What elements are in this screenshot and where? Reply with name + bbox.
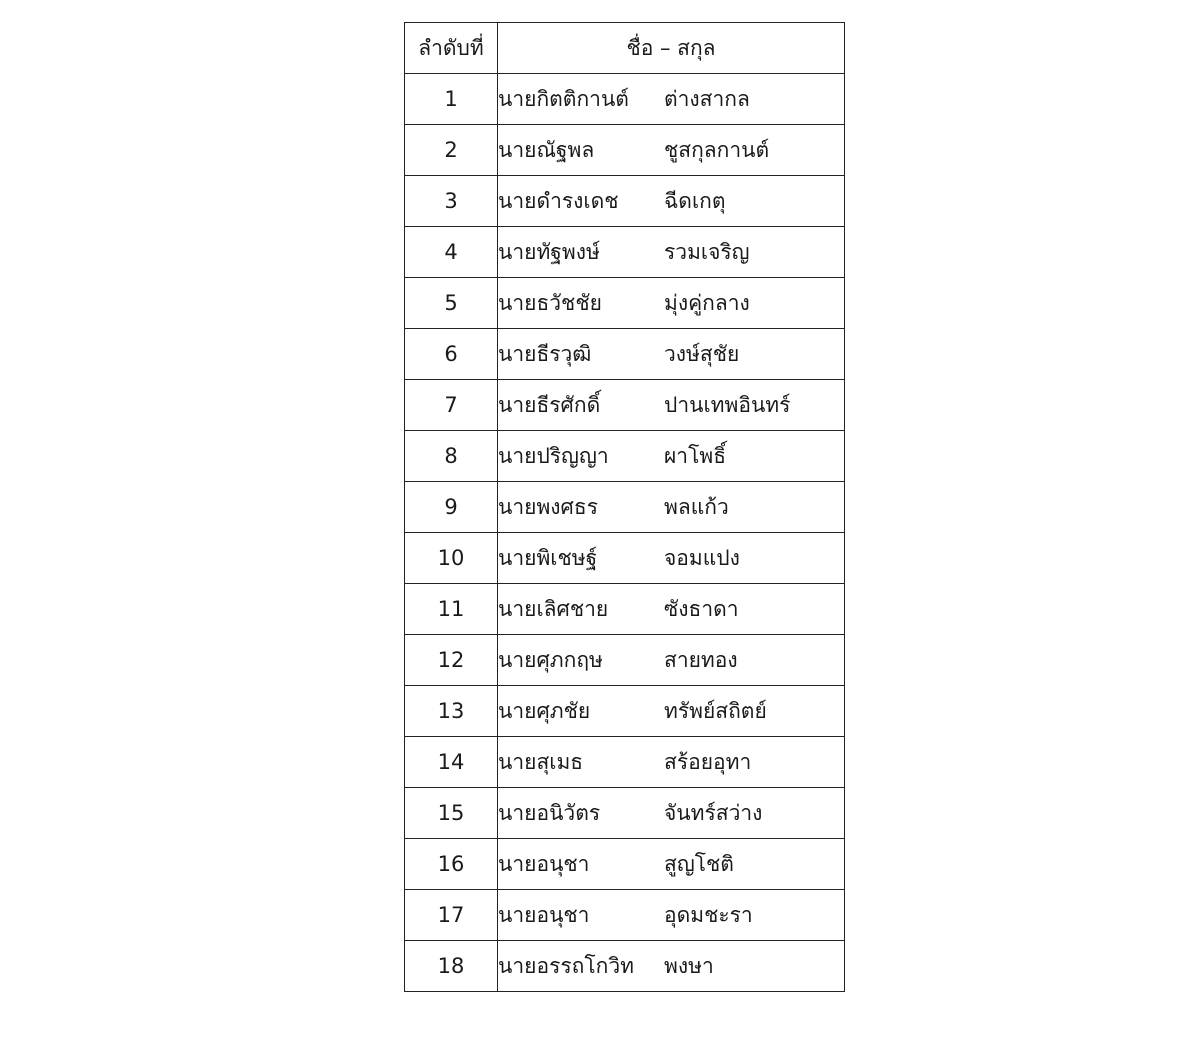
- full-name-cell: [498, 890, 845, 941]
- last-name: สูญโชติ: [664, 851, 734, 876]
- table-header-row: [405, 23, 845, 74]
- first-name: นายพิเชษฐ์: [498, 545, 598, 570]
- first-name: นายณัฐพล: [498, 137, 595, 162]
- table-row: [405, 380, 845, 431]
- full-name-cell: [498, 737, 845, 788]
- table-row: [405, 431, 845, 482]
- full-name-cell: [498, 329, 845, 380]
- row-number: 2: [405, 125, 498, 176]
- row-number: 1: [405, 74, 498, 125]
- first-name: นายธีรวุฒิ: [498, 341, 592, 366]
- table-row: [405, 125, 845, 176]
- last-name: ฉีดเกตุ: [664, 188, 726, 213]
- last-name: พลแก้ว: [664, 494, 729, 519]
- table-row: [405, 737, 845, 788]
- table-row: [405, 533, 845, 584]
- full-name-cell: [498, 584, 845, 635]
- last-name: ปานเทพอินทร์: [664, 392, 791, 417]
- table-row: [405, 839, 845, 890]
- last-name: จันทร์สว่าง: [664, 800, 763, 825]
- last-name: วงษ์สุชัย: [664, 341, 740, 366]
- full-name-cell: [498, 482, 845, 533]
- table-body: [405, 74, 845, 992]
- table-row: [405, 482, 845, 533]
- first-name: นายดำรงเดช: [498, 188, 619, 213]
- first-name: นายอนุชา: [498, 902, 590, 927]
- row-number: 16: [405, 839, 498, 890]
- table-row: [405, 74, 845, 125]
- full-name-cell: [498, 839, 845, 890]
- last-name: สายทอง: [664, 647, 738, 672]
- name-list-table: [404, 22, 845, 992]
- table-row: [405, 788, 845, 839]
- last-name: จอมแปง: [664, 545, 740, 570]
- row-number: 8: [405, 431, 498, 482]
- full-name-cell: [498, 431, 845, 482]
- full-name-cell: [498, 380, 845, 431]
- row-number: 6: [405, 329, 498, 380]
- row-number: 3: [405, 176, 498, 227]
- first-name: นายปริญญา: [498, 443, 609, 468]
- table-row: [405, 635, 845, 686]
- row-number: 14: [405, 737, 498, 788]
- first-name: นายเลิศชาย: [498, 596, 609, 621]
- first-name: นายธีรศักดิ์: [498, 392, 601, 417]
- column-header-name: ชื่อ – สกุล: [498, 23, 845, 74]
- last-name: รวมเจริญ: [664, 239, 750, 264]
- row-number: 4: [405, 227, 498, 278]
- last-name: ทรัพย์สถิตย์: [664, 698, 767, 723]
- row-number: 17: [405, 890, 498, 941]
- last-name: พงษา: [664, 953, 714, 978]
- last-name: ซังธาดา: [664, 596, 739, 621]
- full-name-cell: [498, 74, 845, 125]
- table-row: [405, 584, 845, 635]
- column-header-order: ลำดับที่: [405, 23, 498, 74]
- first-name: นายทัฐพงษ์: [498, 239, 600, 264]
- last-name: ผาโพธิ์: [664, 443, 727, 468]
- row-number: 9: [405, 482, 498, 533]
- row-number: 5: [405, 278, 498, 329]
- first-name: นายธวัชชัย: [498, 290, 602, 315]
- first-name: นายศุภชัย: [498, 698, 591, 723]
- table-row: [405, 176, 845, 227]
- last-name: อุดมชะรา: [664, 902, 753, 927]
- table-row: [405, 329, 845, 380]
- full-name-cell: [498, 278, 845, 329]
- table-row: [405, 890, 845, 941]
- row-number: 13: [405, 686, 498, 737]
- row-number: 7: [405, 380, 498, 431]
- last-name: มุ่งคู่กลาง: [664, 290, 750, 315]
- full-name-cell: [498, 533, 845, 584]
- table-row: [405, 686, 845, 737]
- row-number: 11: [405, 584, 498, 635]
- last-name: ชูสกุลกานต์: [664, 137, 770, 162]
- full-name-cell: [498, 686, 845, 737]
- row-number: 15: [405, 788, 498, 839]
- first-name: นายอรรถโกวิท: [498, 953, 634, 978]
- last-name: สร้อยอุทา: [664, 749, 752, 774]
- table-row: [405, 227, 845, 278]
- first-name: นายพงศธร: [498, 494, 598, 519]
- full-name-cell: [498, 176, 845, 227]
- first-name: นายอนิวัตร: [498, 800, 601, 825]
- row-number: 12: [405, 635, 498, 686]
- first-name: นายศุภกฤษ: [498, 647, 603, 672]
- first-name: นายกิตติกานต์: [498, 86, 629, 111]
- first-name: นายอนุชา: [498, 851, 590, 876]
- full-name-cell: [498, 227, 845, 278]
- full-name-cell: [498, 788, 845, 839]
- first-name: นายสุเมธ: [498, 749, 584, 774]
- full-name-cell: [498, 941, 845, 992]
- table-row: [405, 278, 845, 329]
- last-name: ต่างสากล: [664, 86, 750, 111]
- row-number: 10: [405, 533, 498, 584]
- table-row: [405, 941, 845, 992]
- row-number: 18: [405, 941, 498, 992]
- full-name-cell: [498, 635, 845, 686]
- full-name-cell: [498, 125, 845, 176]
